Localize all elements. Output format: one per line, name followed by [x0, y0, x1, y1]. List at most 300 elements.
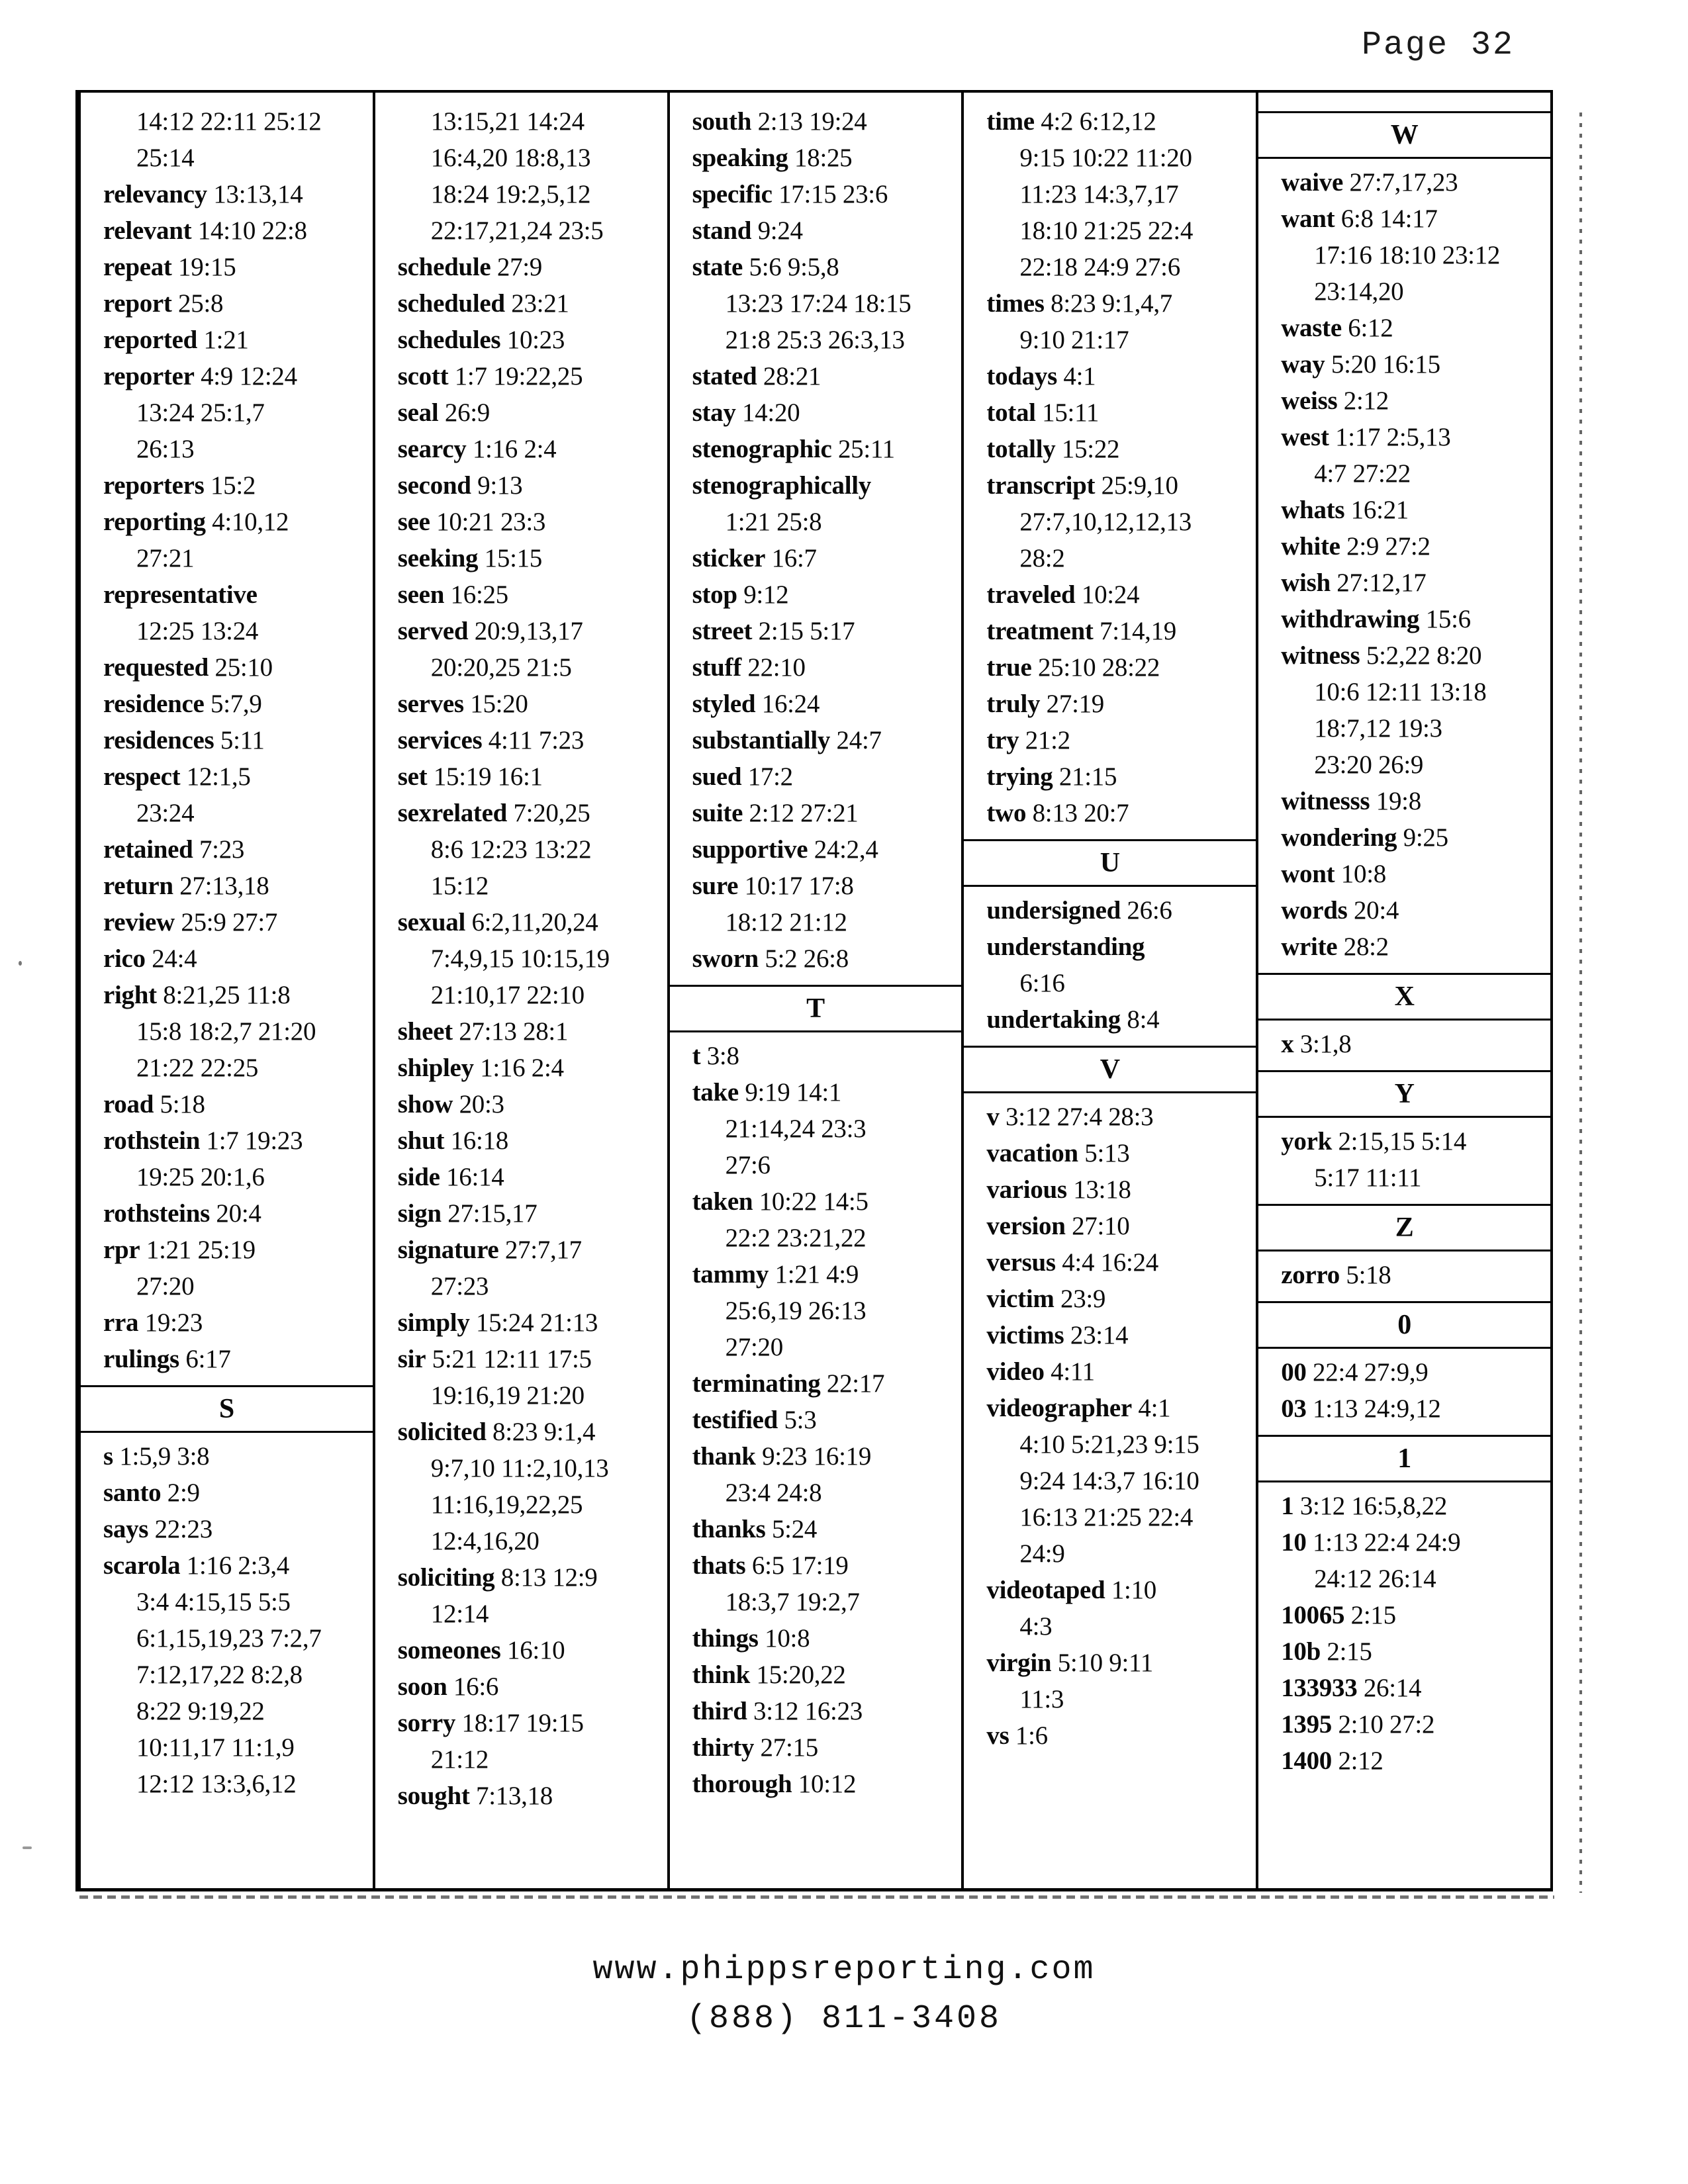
index-entry-continuation: 10:6 12:11 13:18: [1314, 678, 1487, 706]
index-word: state: [692, 253, 743, 281]
index-word: think: [692, 1661, 750, 1689]
index-entry: [986, 758, 1250, 795]
index-entry-line: relevant 14:10 22:8: [103, 216, 307, 245]
index-entry-continuation: 14:12 22:11 25:12: [136, 107, 322, 136]
index-entry-line: speaking 18:25: [692, 144, 853, 172]
index-word: says: [103, 1515, 149, 1543]
index-entry-continuation: 21:14,24 23:3: [725, 1115, 867, 1143]
index-entry: [398, 722, 662, 758]
index-entry: [103, 285, 367, 322]
index-word: schedule: [397, 253, 491, 281]
index-entry: [103, 1122, 367, 1195]
index-entry: [986, 394, 1250, 431]
index-entry: [692, 795, 957, 831]
index-word: waste: [1281, 314, 1342, 342]
index-entry-line: relevancy 13:13,14: [103, 180, 303, 208]
index-entry: [692, 1693, 957, 1729]
index-entry-line: thorough 10:12: [692, 1770, 857, 1798]
index-entry-line: [692, 467, 957, 504]
index-entry: [1281, 929, 1545, 965]
index-word: requested: [103, 653, 209, 682]
index-entry-line: think 15:20,22: [692, 1661, 846, 1689]
index-word: traveled: [986, 580, 1076, 609]
index-entry: [398, 540, 662, 576]
index-word: 10b: [1281, 1637, 1321, 1666]
index-entry: [692, 722, 957, 758]
index-entry-continuation: 8:22 9:19,22: [136, 1697, 265, 1725]
index-entry: [692, 686, 957, 722]
index-entry: [398, 394, 662, 431]
index-entry-continuation: 12:12 13:3,6,12: [136, 1770, 297, 1798]
index-word: thats: [692, 1551, 746, 1580]
letter-section-header: S: [81, 1385, 373, 1433]
index-word: served: [397, 617, 469, 645]
index-entry-line: v 3:12 27:4 28:3: [986, 1103, 1154, 1131]
index-entry-continuation: 15:8 18:2,7 21:20: [136, 1017, 316, 1046]
index-word: thorough: [692, 1770, 792, 1798]
index-entry-line: todays 4:1: [986, 362, 1096, 390]
index-entry-line: rothstein 1:7 19:23: [103, 1126, 303, 1155]
index-entry-continuation: 5:17 11:11: [1314, 1163, 1422, 1192]
index-word: sued: [692, 762, 742, 791]
index-word: third: [692, 1697, 747, 1725]
letter-section-header: V: [964, 1046, 1256, 1093]
index-entry-line: street 2:15 5:17: [692, 617, 855, 645]
index-entry-line: state 5:6 9:5,8: [692, 253, 839, 281]
index-entry-line: sticker 16:7: [692, 544, 817, 572]
index-entry: [692, 212, 957, 249]
index-word: review: [103, 908, 175, 936]
index-entry-line: residences 5:11: [103, 726, 265, 754]
index-word: withdrawing: [1281, 605, 1420, 633]
index-entry-line: waive 27:7,17,23: [1281, 168, 1458, 197]
index-entry: [398, 1632, 662, 1668]
index-entry-line: schedules 10:23: [397, 326, 565, 354]
index-word: respect: [103, 762, 181, 791]
index-entry: [398, 249, 662, 285]
index-word: totally: [986, 435, 1056, 463]
index-entry: [398, 1159, 662, 1195]
index-column: [1258, 93, 1550, 1888]
index-entry-line: want 6:8 14:17: [1281, 205, 1438, 233]
index-entry: [692, 1657, 957, 1693]
index-word: way: [1281, 350, 1325, 379]
index-entry-line: 03 1:13 24:9,12: [1281, 1394, 1441, 1423]
index-word: see: [397, 508, 430, 536]
index-word: reporter: [103, 362, 195, 390]
index-entry-line: second 9:13: [397, 471, 523, 500]
index-entry: [398, 1013, 662, 1050]
index-entry-line: 1400 2:12: [1281, 1747, 1383, 1775]
index-entry: [986, 467, 1250, 576]
index-word: west: [1281, 423, 1329, 451]
index-entry-line: wish 27:12,17: [1281, 569, 1427, 597]
index-word: terminating: [692, 1369, 821, 1398]
index-word: styled: [692, 690, 756, 718]
index-word: report: [103, 289, 172, 318]
index-entry: [692, 1766, 957, 1802]
index-entry: [692, 249, 957, 358]
index-entry-line: trying 21:15: [986, 762, 1117, 791]
index-entry-continuation: 27:6: [725, 1151, 771, 1179]
index-entry-line: tammy 1:21 4:9: [692, 1260, 859, 1289]
index-entry-line: various 13:18: [986, 1175, 1131, 1204]
index-entry-line: wont 10:8: [1281, 860, 1386, 888]
index-entry-line: virgin 5:10 9:11: [986, 1649, 1153, 1677]
index-entry-line: time 4:2 6:12,12: [986, 107, 1156, 136]
index-entry-line: times 8:23 9:1,4,7: [986, 289, 1172, 318]
index-entry: [398, 1414, 662, 1559]
index-column: [81, 93, 375, 1888]
index-entry: [1281, 419, 1545, 492]
index-entry: [1281, 346, 1545, 383]
index-entry-continuation: 23:4 24:8: [725, 1479, 822, 1507]
index-entry: [986, 1317, 1250, 1353]
index-entry-line: t 3:8: [692, 1042, 739, 1070]
index-entry: [1281, 1488, 1545, 1524]
index-entry-continuation: 23:24: [136, 799, 195, 827]
index-entry: [398, 358, 662, 394]
index-entry: [692, 1183, 957, 1256]
index-entry: [398, 504, 662, 540]
letter-section-header: Y: [1258, 1070, 1550, 1118]
index-entry: [986, 613, 1250, 649]
index-entry-line: sheet 27:13 28:1: [397, 1017, 569, 1046]
index-entry-line: review 25:9 27:7: [103, 908, 278, 936]
index-word: total: [986, 398, 1036, 427]
index-entry-line: served 20:9,13,17: [397, 617, 583, 645]
index-entry-line: santo 2:9: [103, 1479, 200, 1507]
index-word: south: [692, 107, 752, 136]
index-entry-line: total 15:11: [986, 398, 1100, 427]
index-entry-continuation: 13:15,21 14:24: [430, 107, 585, 136]
index-entry-line: waste 6:12: [1281, 314, 1393, 342]
index-entry-continuation: 23:20 26:9: [1314, 751, 1424, 779]
index-entry-line: services 4:11 7:23: [397, 726, 585, 754]
index-entry-continuation: 18:10 21:25 22:4: [1019, 216, 1194, 245]
index-entry: [692, 940, 957, 977]
index-word: witness: [1281, 641, 1360, 670]
index-entry: [1281, 601, 1545, 637]
index-entry-continuation: 4:10 5:21,23 9:15: [1019, 1430, 1199, 1459]
index-entry-continuation: 27:23: [430, 1272, 489, 1300]
index-entry-line: take 9:19 14:1: [692, 1078, 842, 1107]
index-entry-line: residence 5:7,9: [103, 690, 262, 718]
index-entry: [398, 1668, 662, 1705]
letter-section-header: Z: [1258, 1204, 1550, 1251]
index-entry: [986, 1135, 1250, 1171]
index-entry-line: undertaking 8:4: [986, 1005, 1160, 1034]
index-word: sworn: [692, 944, 759, 973]
footer-website: www.phippsreporting.com: [592, 1951, 1096, 1989]
index-entry: [103, 940, 367, 977]
index-word: videographer: [986, 1394, 1132, 1422]
index-entry-line: truly 27:19: [986, 690, 1105, 718]
index-entry: [103, 576, 367, 649]
index-word: specific: [692, 180, 773, 208]
index-entry-line: south 2:13 19:24: [692, 107, 867, 136]
index-entry: [103, 686, 367, 722]
index-word: retained: [103, 835, 193, 864]
index-word: witnesss: [1281, 787, 1370, 815]
index-entry: [692, 467, 957, 540]
index-entry: [103, 1511, 367, 1547]
index-entry-line: sued 17:2: [692, 762, 793, 791]
index-entry-line: 10b 2:15: [1281, 1637, 1372, 1666]
index-entry: [692, 140, 957, 176]
index-word: suite: [692, 799, 743, 827]
scan-artifact-right-strip: [1579, 113, 1582, 1893]
index-entry-line: [103, 576, 367, 613]
index-entry-line: thirty 27:15: [692, 1733, 818, 1762]
index-entry-continuation: 22:2 23:21,22: [725, 1224, 867, 1252]
index-entry-line: stand 9:24: [692, 216, 803, 245]
index-entry-line: stenographic 25:11: [692, 435, 895, 463]
index-word: wondering: [1281, 823, 1397, 852]
index-entry-line: 1395 2:10 27:2: [1281, 1710, 1435, 1739]
index-entry-line: retained 7:23: [103, 835, 245, 864]
index-entry-line: says 22:23: [103, 1515, 212, 1543]
index-word: someones: [397, 1636, 501, 1664]
index-entry: [1281, 492, 1545, 528]
index-entry-line: return 27:13,18: [103, 872, 269, 900]
index-entry-continuation: 9:10 21:17: [1019, 326, 1129, 354]
index-entry: [103, 722, 367, 758]
letter-section-header: T: [670, 985, 962, 1032]
index-entry-line: searcy 1:16 2:4: [397, 435, 557, 463]
index-word: video: [986, 1357, 1045, 1386]
index-entry-line: 10065 2:15: [1281, 1601, 1396, 1629]
index-entry-line: scarola 1:16 2:3,4: [103, 1551, 289, 1580]
index-word: words: [1281, 896, 1348, 925]
index-word: seal: [397, 398, 439, 427]
index-word: reported: [103, 326, 198, 354]
index-entry: [692, 649, 957, 686]
index-word: take: [692, 1078, 739, 1107]
index-entry: [398, 795, 662, 904]
index-entry-line: scheduled 23:21: [397, 289, 569, 318]
index-word: return: [103, 872, 173, 900]
index-word: signature: [397, 1236, 499, 1264]
index-word: try: [986, 726, 1019, 754]
letter-section-header: 0: [1258, 1301, 1550, 1349]
index-entry: [986, 1244, 1250, 1281]
index-entry: [398, 1195, 662, 1232]
index-entry: [398, 1559, 662, 1632]
index-entry: [398, 285, 662, 322]
letter-section-header: 1: [1258, 1435, 1550, 1482]
index-entry-continuation: 4:7 27:22: [1314, 459, 1411, 488]
index-entry: [398, 613, 662, 686]
index-entry: [986, 1001, 1250, 1038]
index-entry-continuation: 4:3: [1019, 1612, 1053, 1641]
index-word: sign: [397, 1199, 442, 1228]
index-entry-continuation: 6:16: [1019, 969, 1065, 997]
index-entry: [986, 431, 1250, 467]
index-word: sought: [397, 1782, 470, 1810]
index-entry: [986, 1353, 1250, 1390]
index-entry: [398, 1341, 662, 1414]
index-word: scheduled: [397, 289, 505, 318]
index-entry-line: repeat 19:15: [103, 253, 236, 281]
index-word: sorry: [397, 1709, 456, 1737]
index-entry-line: transcript 25:9,10: [986, 471, 1178, 500]
index-entry: [103, 1438, 367, 1475]
index-entry: [1281, 856, 1545, 892]
index-word: scarola: [103, 1551, 181, 1580]
index-word: undertaking: [986, 1005, 1121, 1034]
index-entry-continuation: 20:20,25 21:5: [430, 653, 572, 682]
index-word: thank: [692, 1442, 756, 1471]
index-entry-line: rulings 6:17: [103, 1345, 231, 1373]
index-entry: [692, 1074, 957, 1183]
index-entry-line: sorry 18:17 19:15: [397, 1709, 584, 1737]
index-word: scott: [397, 362, 449, 390]
index-entry-line: rpr 1:21 25:19: [103, 1236, 256, 1264]
index-entry: [692, 394, 957, 431]
index-word: zorro: [1281, 1261, 1340, 1289]
index-entry-continuation: 18:7,12 19:3: [1314, 714, 1442, 743]
index-entry-continuation: 21:8 25:3 26:3,13: [725, 326, 905, 354]
index-entry: [692, 1365, 957, 1402]
index-entry-line: solicited 8:23 9:1,4: [397, 1418, 596, 1446]
index-entry-line: side 16:14: [397, 1163, 504, 1191]
index-entry: [986, 686, 1250, 722]
scan-artifact-bottom-line: [79, 1895, 1554, 1899]
index-entry: [103, 249, 367, 285]
index-entry-line: supportive 24:2,4: [692, 835, 878, 864]
index-entry: [398, 103, 662, 249]
index-entry-continuation: 15:12: [430, 872, 489, 900]
index-entry: [398, 576, 662, 613]
index-entry-continuation: 8:6 12:23 13:22: [430, 835, 592, 864]
index-word: seeking: [397, 544, 479, 572]
index-entry: [1281, 565, 1545, 601]
index-entry-line: way 5:20 16:15: [1281, 350, 1440, 379]
index-entry-line: sure 10:17 17:8: [692, 872, 854, 900]
index-entry: [398, 904, 662, 1013]
index-word: 1400: [1281, 1747, 1332, 1775]
index-entry: [692, 758, 957, 795]
index-entry-line: things 10:8: [692, 1624, 810, 1653]
index-entry: [103, 176, 367, 212]
scan-speck: [23, 1846, 32, 1849]
index-entry-line: suite 2:12 27:21: [692, 799, 859, 827]
index-entry: [103, 758, 367, 831]
index-word: soon: [397, 1672, 447, 1701]
index-entry: [103, 649, 367, 686]
index-word: weiss: [1281, 387, 1338, 415]
index-entry-line: someones 16:10: [397, 1636, 565, 1664]
index-word: santo: [103, 1479, 162, 1507]
index-entry-line: see 10:21 23:3: [397, 508, 546, 536]
index-entry: [1281, 819, 1545, 856]
index-entry: [1281, 783, 1545, 819]
index-entry-line: road 5:18: [103, 1090, 205, 1118]
index-entry-line: witness 5:2,22 8:20: [1281, 641, 1482, 670]
index-entry-continuation: 13:23 17:24 18:15: [725, 289, 912, 318]
index-word: sexrelated: [397, 799, 508, 827]
index-word: residences: [103, 726, 214, 754]
index-entry: [103, 1195, 367, 1232]
index-entry-line: true 25:10 28:22: [986, 653, 1160, 682]
index-entry-line: reported 1:21: [103, 326, 249, 354]
index-word: second: [397, 471, 471, 500]
index-entry-line: sought 7:13,18: [397, 1782, 553, 1810]
index-word: reporters: [103, 471, 205, 500]
index-word: right: [103, 981, 157, 1009]
index-word: 1: [1281, 1492, 1294, 1520]
index-word: stop: [692, 580, 737, 609]
index-entry-line: show 20:3: [397, 1090, 504, 1118]
index-entry: [1281, 1026, 1545, 1062]
index-entry: [103, 1547, 367, 1802]
index-word: 10065: [1281, 1601, 1345, 1629]
index-entry: [986, 1645, 1250, 1717]
index-word: residence: [103, 690, 205, 718]
index-word: true: [986, 653, 1032, 682]
index-entry: [986, 1572, 1250, 1645]
index-word: stand: [692, 216, 752, 245]
index-word: various: [986, 1175, 1067, 1204]
index-entry: [692, 176, 957, 212]
index-entry: [692, 1038, 957, 1074]
index-entry: [1281, 1390, 1545, 1427]
index-entry: [986, 722, 1250, 758]
index-entry-line: scott 1:7 19:22,25: [397, 362, 583, 390]
index-word: thirty: [692, 1733, 755, 1762]
index-word: rothstein: [103, 1126, 201, 1155]
index-entry: [986, 892, 1250, 929]
index-entry-continuation: 18:3,7 19:2,7: [725, 1588, 860, 1616]
index-entry: [986, 1099, 1250, 1135]
index-entry: [103, 831, 367, 868]
index-entry-line: witnesss 19:8: [1281, 787, 1421, 815]
index-entry: [1281, 1743, 1545, 1779]
index-entry: [103, 103, 367, 176]
index-entry-line: weiss 2:12: [1281, 387, 1389, 415]
index-word: time: [986, 107, 1035, 136]
index-entry-line: shut 16:18: [397, 1126, 508, 1155]
index-word: sexual: [397, 908, 466, 936]
index-entry-line: rra 19:23: [103, 1308, 203, 1337]
index-word: stenographically: [692, 471, 871, 500]
index-entry-line: reporters 15:2: [103, 471, 256, 500]
index-word: substantially: [692, 726, 831, 754]
index-entry-line: white 2:9 27:2: [1281, 532, 1430, 561]
index-entry: [398, 467, 662, 504]
index-entry-continuation: 17:16 18:10 23:12: [1314, 241, 1501, 269]
index-entry-continuation: 10:11,17 11:1,9: [136, 1733, 295, 1762]
index-word: relevancy: [103, 180, 207, 208]
scan-speck: [19, 961, 22, 966]
index-entry-continuation: 3:4 4:15,15 5:5: [136, 1588, 291, 1616]
index-word: sure: [692, 872, 739, 900]
index-entry: [986, 1717, 1250, 1754]
index-entry-line: reporter 4:9 12:24: [103, 362, 297, 390]
index-entry-line: sworn 5:2 26:8: [692, 944, 849, 973]
index-entry-line: undersigned 26:6: [986, 896, 1172, 925]
index-entry-line: sexual 6:2,11,20,24: [397, 908, 598, 936]
index-word: serves: [397, 690, 464, 718]
index-entry-continuation: 12:25 13:24: [136, 617, 259, 645]
index-word: x: [1281, 1030, 1294, 1058]
index-word: stay: [692, 398, 736, 427]
index-entry-line: [986, 929, 1250, 965]
index-entry-continuation: 21:12: [430, 1745, 489, 1774]
index-word: white: [1281, 532, 1340, 561]
index-entry-line: write 28:2: [1281, 933, 1389, 961]
